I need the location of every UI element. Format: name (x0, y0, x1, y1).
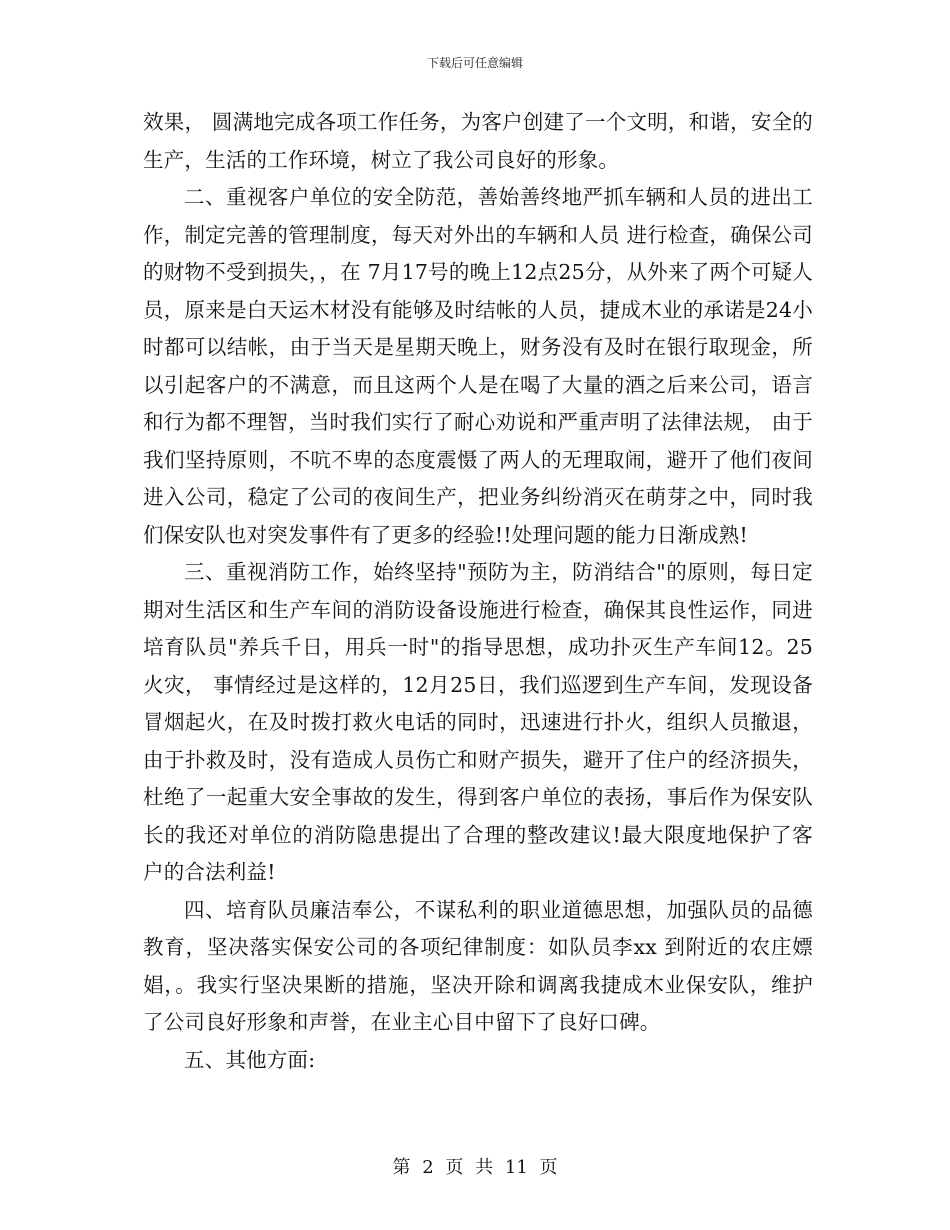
paragraph-section-three: 三、重视消防工作，始终坚持"预防为主，防消结合"的原则，每日定期对生活区和生产车间的消防设备设施进行检查，确保其良性运作，同进培育队员"养兵千日，用兵一时"的指导思想，成功扑灭生产车间12。25火灾， 事情经过是这样的，12月25日，我们巡逻到生产车间，发现设备冒烟起火，在及时拨打救火电话的同时，迅速进行扑火，组织人员撤退，由于扑救及时，没有造成人员伤亡和财产损失，避开了住户的经济损失，杜绝了一起重大安全事故的发生，得到客户单位的表扬，事后作为保安队长的我还对单位的消防隐患提出了合理的整改建议!最大限度地保护了客户的合法利益! (143, 560, 813, 884)
footer-current-page: 2 (422, 1157, 434, 1178)
paragraph-section-two: 二、重视客户单位的安全防范，善始善终地严抓车辆和人员的进出工作，制定完善的管理制度，每天对外出的车辆和人员 进行检查，确保公司的财物不受到损失，，在 7月17号的晚上12点25分，从外来了两个可疑人员，原来是白天运木材没有能够及时结帐的人员，捷成木业的承诺是24小时都可以结帐，由于当天是星期天晚上，财务没有及时在银行取现金，所以引起客户的不满意，而且这两个人是在喝了大量的酒之后来公司，语言和行为都不理智，当时我们实行了耐心劝说和严重声明了法律法规， 由于我们坚持原则，不吭不卑的态度震慑了两人的无理取闹，避开了他们夜间进入公司，稳定了公司的夜间生产，把业务纠纷消灭在萌芽之中，同时我们保安队也对突发事件有了更多的经验!!处理问题的能力日渐成熟! (143, 185, 813, 547)
paragraph-continuation: 效果， 圆满地完成各项工作任务，为客户创建了一个文明，和谐，安全的生产，生活的工作环境，树立了我公司良好的形象。 (143, 110, 813, 172)
page-footer (0, 1153, 950, 1179)
footer-total-pages: 11 (504, 1157, 528, 1178)
paragraph-section-four: 四、培育队员廉洁奉公，不谋私利的职业道德思想，加强队员的品德教育，坚决落实保安公司的各项纪律制度：如队员李xx 到附近的农庄嫖娼，。我实行坚决果断的措施，坚决开除和调离我捷成木业保安队，维护了公司良好形象和声誉，在业主心目中留下了良好口碑。 (143, 897, 813, 1034)
page-header-note: 下载后可任意编辑 (426, 56, 523, 70)
footer-total-word: 共 (475, 1157, 494, 1178)
footer-suffix: 页 (539, 1157, 558, 1178)
footer-page-word: 页 (445, 1157, 464, 1178)
document-body (143, 104, 813, 1079)
footer-prefix: 第 (392, 1157, 411, 1178)
paragraph-section-five: 五、其他方面: (184, 1047, 316, 1072)
